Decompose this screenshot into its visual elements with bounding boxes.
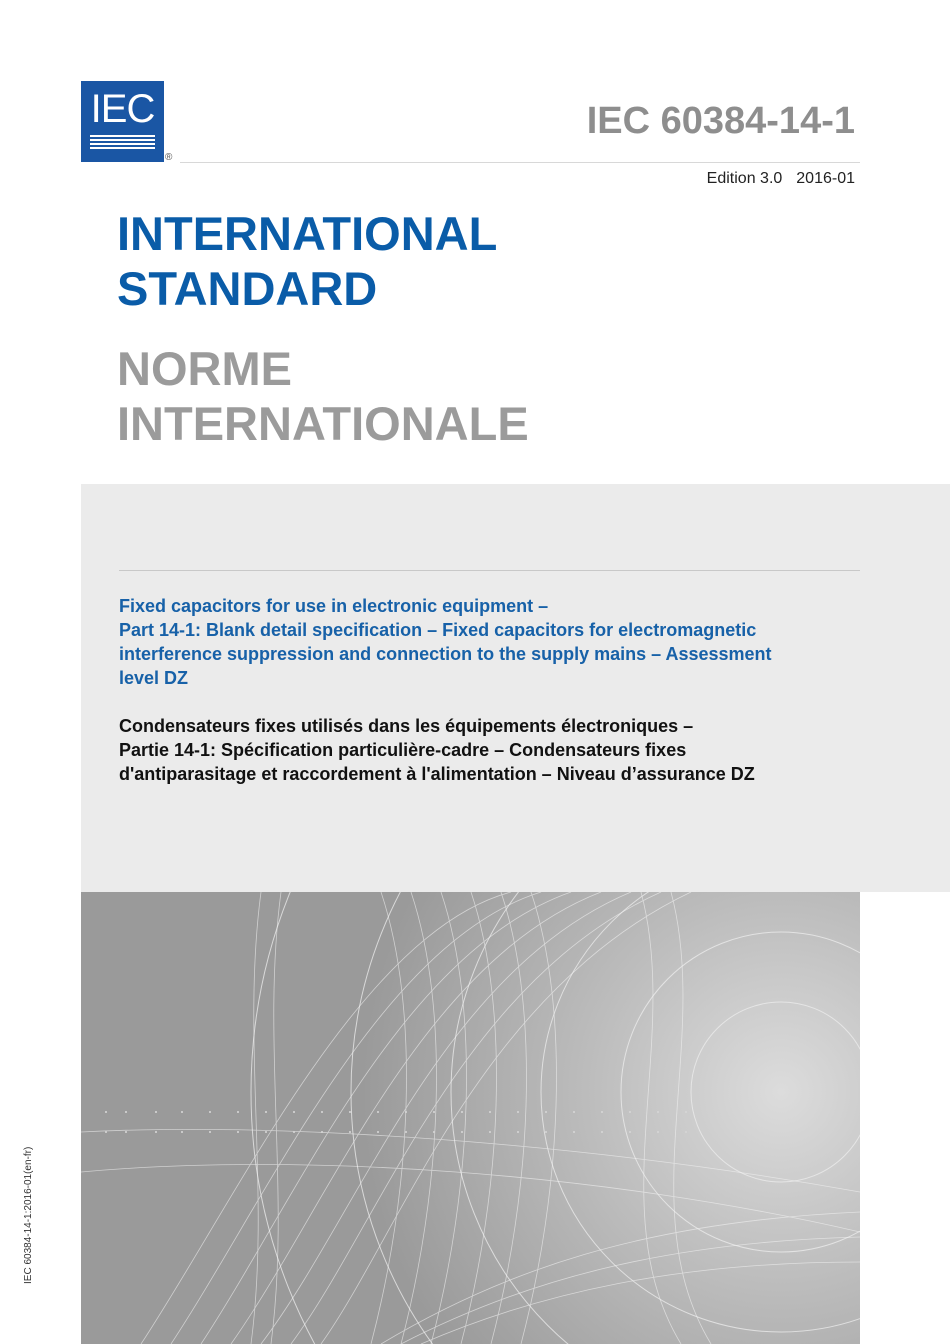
logo-lines [90,135,155,151]
iec-logo [81,81,164,162]
standard-number: IEC 60384-14-1 [586,100,855,142]
header-divider [180,162,860,163]
logo-text: IEC [90,87,155,131]
desc-fr-line: d'antiparasitage et raccordement à l'alimentation – Niveau d’assurance DZ [119,764,755,784]
title-en-line2: STANDARD [117,262,378,315]
description-english [119,594,839,690]
edition-info [707,170,855,188]
desc-en-line: level DZ [119,668,189,688]
description-french [119,714,839,786]
cover-artwork [81,892,860,1344]
title-french [117,341,529,451]
desc-fr-line: Partie 14-1: Spécification particulière-cadre – Condensateurs fixes [119,740,687,760]
title-fr-line2: INTERNATIONALE [117,397,529,450]
title-english [117,206,497,316]
wave-graphic [81,892,860,1344]
edition-label: Edition 3.0 [706,170,783,187]
edition-date: 2016-01 [796,170,855,187]
title-fr-line1: NORME [117,342,292,395]
registered-mark: ® [165,152,173,163]
side-reference: IEC 60384-14-1:2016-01(en-fr) [23,1146,34,1284]
title-en-line1: INTERNATIONAL [117,207,498,260]
desc-fr-line: Condensateurs fixes utilisés dans les équipements électroniques – [119,716,694,736]
desc-en-line: Part 14-1: Blank detail specification – Fixed capacitors for electromagnetic [119,620,757,640]
desc-en-line: interference suppression and connection to the supply mains – Assessment [119,644,772,664]
panel-divider [119,570,860,571]
desc-en-line: Fixed capacitors for use in electronic equipment – [119,596,549,616]
